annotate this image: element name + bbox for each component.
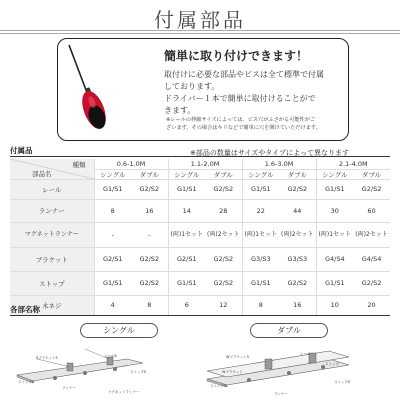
table-cell: 16 bbox=[279, 295, 316, 315]
row-name: ストップ bbox=[10, 271, 94, 295]
intro-description bbox=[164, 69, 344, 117]
table-cell: 22 bbox=[242, 199, 279, 222]
table-cell: 14 bbox=[168, 199, 205, 222]
table-cell: G2/S2 bbox=[205, 179, 242, 199]
table-cell: 60 bbox=[353, 199, 390, 222]
table-cell: G2/S2 bbox=[353, 271, 390, 295]
page-title: 付属部品 bbox=[154, 8, 246, 32]
size-range-header: 2.1-4.0M bbox=[316, 159, 390, 169]
part-label: Wブラケット bbox=[222, 370, 243, 374]
table-cell: G2/S2 bbox=[205, 247, 242, 271]
section-heading-names: 各部名称 bbox=[10, 305, 40, 314]
corner-bottom-label: 部品名 bbox=[32, 170, 52, 178]
single-type-label: シングル bbox=[80, 323, 158, 338]
type-header: シングル bbox=[242, 169, 279, 179]
table-cell: 44 bbox=[279, 199, 316, 222]
table-cell: - bbox=[131, 222, 168, 247]
table-cell: G4/S4 bbox=[353, 247, 390, 271]
table-cell: (両)2セット bbox=[279, 222, 316, 247]
table-cell: 30 bbox=[316, 199, 353, 222]
table-cell: 16 bbox=[131, 199, 168, 222]
table-cell: 8 bbox=[94, 199, 131, 222]
table-cell: G2/S1 bbox=[94, 247, 131, 271]
description-line: しております。 bbox=[164, 82, 220, 91]
part-label: ストップS bbox=[334, 380, 351, 384]
part-label: ランナー bbox=[274, 392, 288, 396]
part-label: ストップS bbox=[130, 370, 147, 374]
table-cell: G1/S1 bbox=[316, 179, 353, 199]
table-cell: G1/S1 bbox=[316, 271, 353, 295]
single-rail-diagram bbox=[15, 345, 145, 395]
table-cell: G2/S2 bbox=[131, 247, 168, 271]
table-row bbox=[10, 179, 390, 199]
corner-top-label: 種類 bbox=[72, 161, 86, 169]
type-header: ダブル bbox=[205, 169, 242, 179]
table-cell: 12 bbox=[205, 295, 242, 315]
table-cell: G2/S2 bbox=[131, 271, 168, 295]
table-cell: G1/S1 bbox=[168, 179, 205, 199]
table-row bbox=[10, 247, 390, 271]
table-cell: - bbox=[94, 222, 131, 247]
table-cell: (両)2セット bbox=[205, 222, 242, 247]
table-cell: 6 bbox=[168, 295, 205, 315]
parts-table bbox=[10, 159, 390, 316]
part-label: ストップ bbox=[325, 362, 339, 366]
table-cell: G1/S1 bbox=[242, 179, 279, 199]
table-cell: (両)1セット bbox=[316, 222, 353, 247]
row-name: マグネットランナー bbox=[10, 222, 94, 247]
table-cell: G3/S3 bbox=[279, 247, 316, 271]
table-cell: 28 bbox=[205, 199, 242, 222]
part-label: ストップG bbox=[210, 384, 227, 388]
table-cell: 8 bbox=[242, 295, 279, 315]
part-label: ストップG bbox=[18, 380, 35, 384]
row-name: 木ネジ bbox=[10, 295, 94, 315]
type-header: シングル bbox=[94, 169, 131, 179]
table-cell: G1/S1 bbox=[168, 271, 205, 295]
section-divider bbox=[10, 315, 390, 316]
intro-note bbox=[166, 117, 346, 132]
type-header: シングル bbox=[168, 169, 205, 179]
type-header: ダブル bbox=[131, 169, 168, 179]
table-cell: 10 bbox=[316, 295, 353, 315]
table-row bbox=[10, 271, 390, 295]
part-label: レール8 bbox=[104, 354, 117, 358]
row-name: ブラケット bbox=[10, 247, 94, 271]
type-header: シングル bbox=[316, 169, 353, 179]
size-range-header: 1.1-2.0M bbox=[168, 159, 242, 169]
part-label: マグネットランナー bbox=[108, 390, 140, 394]
table-row bbox=[10, 295, 390, 315]
title-divider-2 bbox=[0, 33, 400, 34]
part-label: レール bbox=[300, 352, 311, 356]
table-cell: G3/S3 bbox=[242, 247, 279, 271]
description-line: ドライバー１本で簡単に取付けることがで bbox=[164, 94, 316, 103]
note-line: ざいます。その場合はキリなどで簡単に穴を開けていただけます。 bbox=[166, 124, 321, 131]
table-cell: G1/S1 bbox=[94, 179, 131, 199]
table-cell: G2/S2 bbox=[353, 179, 390, 199]
row-name: ランナー bbox=[10, 199, 94, 222]
type-header: ダブル bbox=[353, 169, 390, 179]
type-header: ダブル bbox=[279, 169, 316, 179]
part-label: ランナー bbox=[62, 386, 76, 390]
part-label: Wブラケット5 bbox=[226, 355, 250, 359]
table-cell: G1/S1 bbox=[242, 271, 279, 295]
table-corner bbox=[10, 159, 94, 179]
table-cell: G2/S2 bbox=[131, 179, 168, 199]
table-cell: (両)1セット bbox=[168, 222, 205, 247]
size-range-header: 0.6-1.0M bbox=[94, 159, 168, 169]
table-cell: G2/S2 bbox=[205, 271, 242, 295]
table-cell: 20 bbox=[353, 295, 390, 315]
description-line: きます。 bbox=[164, 106, 196, 115]
size-range-header: 1.6-3.0M bbox=[242, 159, 316, 169]
row-name: レール bbox=[10, 179, 94, 199]
table-cell: G4/S4 bbox=[316, 247, 353, 271]
table-cell: G2/S2 bbox=[279, 179, 316, 199]
table-cell: G2/S2 bbox=[279, 271, 316, 295]
table-row bbox=[10, 222, 390, 247]
double-type-label: ダブル bbox=[250, 323, 328, 338]
description-line: 取付けに必要な部品やビスは全て標準で付属 bbox=[164, 70, 324, 79]
section-heading-parts: 付属品 bbox=[10, 146, 33, 155]
part-label: Sブラケット5 bbox=[36, 356, 58, 360]
screwdriver-icon bbox=[64, 42, 110, 134]
table-cell: (両)1セット bbox=[242, 222, 279, 247]
table-cell: G1/S1 bbox=[94, 271, 131, 295]
table-cell: 8 bbox=[131, 295, 168, 315]
intro-headline: 簡単に取り付けできます！ bbox=[164, 49, 309, 63]
table-cell: 4 bbox=[94, 295, 131, 315]
table-cell: (両)2セット bbox=[353, 222, 390, 247]
note-line: ※レールの伸縮サイズによっては、ビス穴がふさがる可能性がご bbox=[166, 117, 316, 123]
title-divider bbox=[0, 30, 400, 31]
table-row bbox=[10, 199, 390, 222]
quantity-notice: ※部品の数量はサイズやタイプによって異なります bbox=[190, 149, 349, 157]
table-cell: G2/S1 bbox=[168, 247, 205, 271]
